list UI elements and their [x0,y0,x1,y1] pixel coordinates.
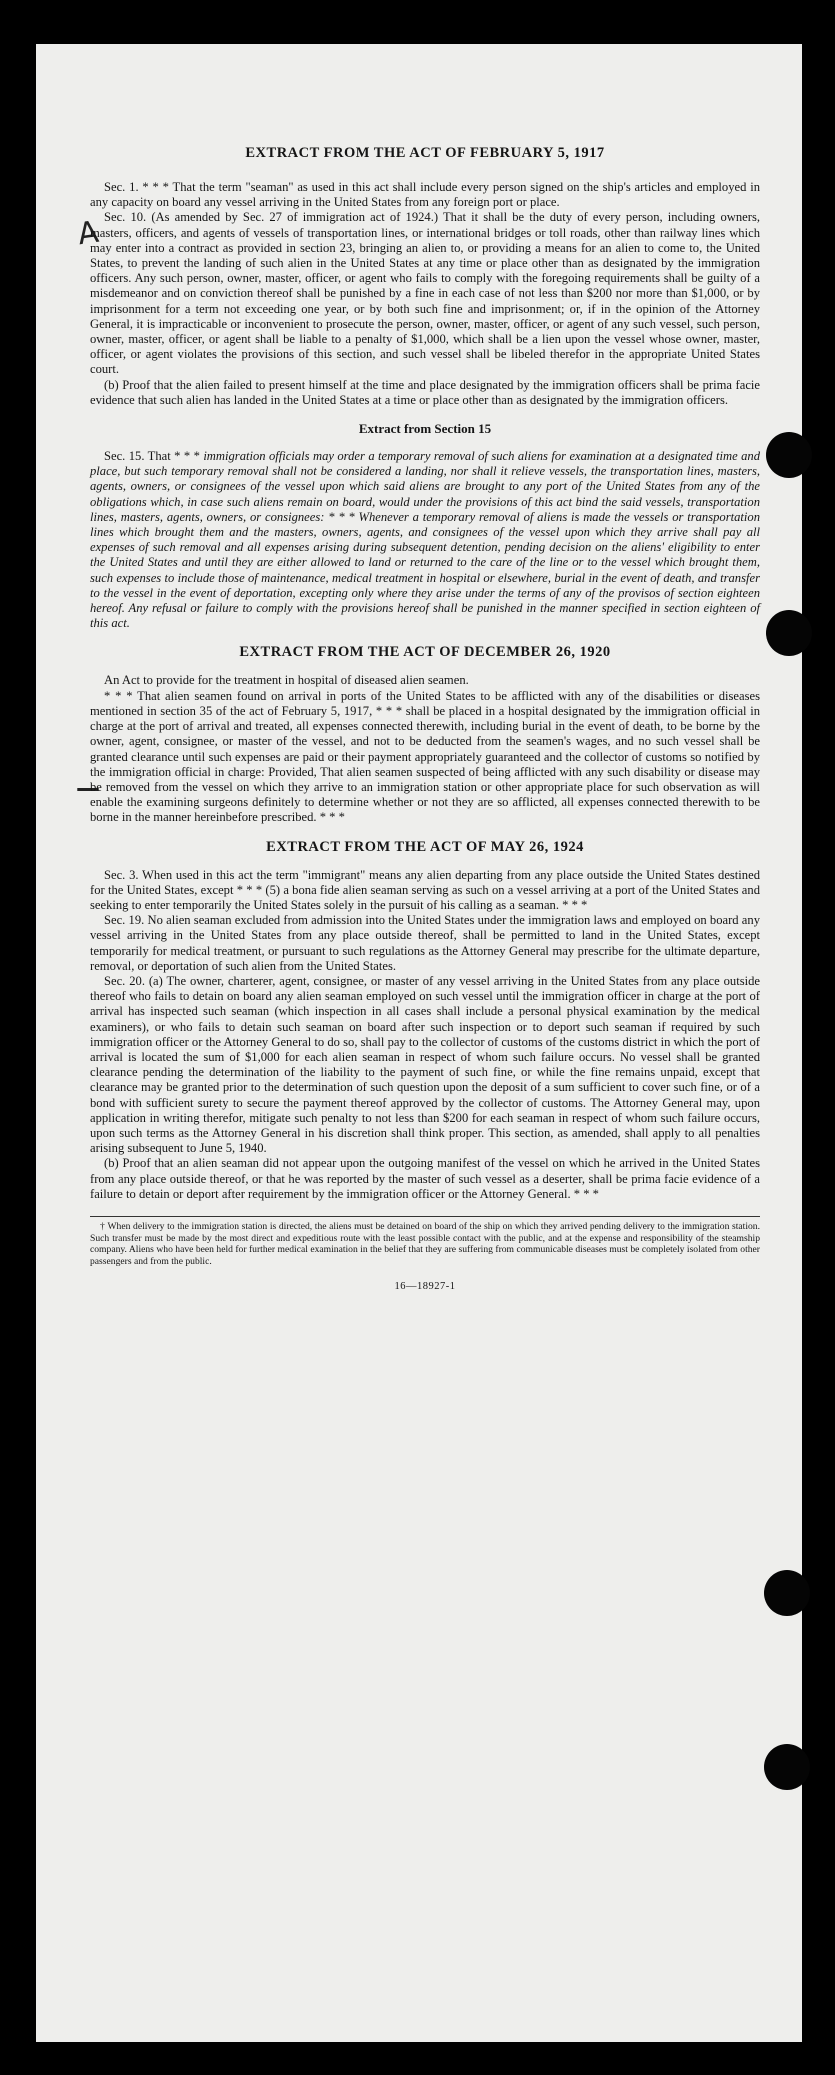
punch-hole-2 [766,610,812,656]
document-page [36,44,802,2042]
punch-hole-1 [766,432,812,478]
section-heading-1917: EXTRACT FROM THE ACT OF FEBRUARY 5, 1917 [245,145,605,161]
paragraph-sec-20b: (b) Proof that an alien seaman did not appear upon the outgoing manifest of the vessel on which he arrived in the United States from any place outside thereof, or that he was reported by the master of such vessel as a deserter, shall be prima facie evidence of a failure to detain or deport after requirement by the immigration officer or the Attorney General. * * * [90,1156,760,1201]
punch-hole-4 [764,1744,810,1790]
handwritten-dash-mark: — [76,774,100,802]
paragraph-sec-10b: (b) Proof that the alien failed to present himself at the time and place designated by the immigration officers shall be prima facie evidence that such alien has landed in the United States at a time or place other than as designated by the immigration officers. [90,377,760,407]
footnote-block [90,1221,760,1267]
paragraph-sec-15 [90,449,760,631]
paragraph-sec-19: Sec. 19. No alien seaman excluded from admission into the United States under the immigration laws and employed on board any vessel arriving in the United States from any place outside thereof, shall be permitted to land in the United States, except temporarily for medical treatment, or pursuant to such regulations as the Attorney General may prescribe for the ultimate departure, removal, or deportation of such alien from the United States. [90,913,760,973]
form-code: 16—18927-1 [394,1281,456,1293]
document-body [90,144,760,1292]
section-heading-1924: EXTRACT FROM THE ACT OF MAY 26, 1924 [266,838,584,855]
footnote-divider [90,1216,760,1217]
paragraph-sec-20a: Sec. 20. (a) The owner, charterer, agent, consignee, or master of any vessel arriving in the United States from any place outside thereof who fails to detain on board any alien seaman employed on such vessel until the immigration officer in charge at the port of arrival has inspected such seaman (which inspection in all cases shall include a personal physical examination by the medical examiners), or who fails to detain such seaman on board after such inspection or to deport such seaman if required by such immigration officer or the Attorney General to do so, shall pay to the collector of customs of the customs district in which the port of arrival is located the sum of $1,000 for each alien seaman in respect of whom such failure occurs. No vessel shall be granted clearance pending the determination of the liability to the payment of such fine, or while the fine remains unpaid, except that clearance may be granted prior to the determination of such question upon the deposit of a sum sufficient to cover such fine, or of a bond with sufficient surety to secure the payment thereof approved by the collector of customs. The Attorney General may, upon application in writing therefor, mitigate such penalty to not less than $200 for each seaman in respect of whom such failure occurs, upon such terms as the Attorney General in his discretion shall think proper. This section, as amended, shall apply to all penalties arising subsequent to June 5, 1940. [90,973,760,1156]
section-heading-sec15: Extract from Section 15 [358,421,492,437]
paragraph-act-title-1920: An Act to provide for the treatment in hospital of diseased alien seamen. [104,673,469,688]
paragraph-sec-3: Sec. 3. When used in this act the term "immigrant" means any alien departing from any place outside the United States destined for the United States, except * * * (5) a bona fide alien seaman serving as such on a vessel arriving at a port of the United States and seeking to enter temporarily the United States solely in the pursuit of his calling as a seaman. * * * [90,867,760,912]
section-heading-1920: EXTRACT FROM THE ACT OF DECEMBER 26, 1920 [239,644,611,661]
paragraph-hospital-treatment: * * * That alien seamen found on arrival in ports of the United States to be afflicted with any of the disabilities or diseases mentioned in section 35 of the act of February 5, 1917, * * * shall be placed in a hospital designated by the immigration official in charge at the port of arrival and treated, all expenses connected therewith, including burial in the event of death, to be borne by the owner, agent, consignee, or master of the vessel, and not to be deducted from the seamen's wages, and no such vessel shall be granted clearance until such expenses are paid or their payment appropriately guaranteed and the collector of customs so notified by the immigration official in charge: Provided, That alien seamen suspected of being afflicted with any such disability or disease may be removed from the vessel on which they arrive to an immigration station or other appropriate place for such observation as will enable the examining surgeons definitely to determine whether or not they are so afflicted, all expenses connected therewith to be borne in the manner hereinbefore prescribed. * * * [90,688,760,825]
paragraph-sec-10: Sec. 10. (As amended by Sec. 27 of immigration act of 1924.) That it shall be the duty of every person, including owners, masters, officers, and agents of vessels of transportation lines, or international bridges or toll roads, other than railway lines which may enter into a contract as provided in section 23, bringing an alien to, or providing a means for an alien to come to, the United States, to prevent the landing of such alien in the United States at any time or place other than as designated by the immigration officers. Any such person, owner, master, officer, or agent who fails to comply with the foregoing requirements shall be guilty of a misdemeanor and on conviction thereof shall be punished by a fine in each case of not less than $200 nor more than $1,000, or by imprisonment for a term not exceeding one year, or by both such fine and imprisonment; or, if in the opinion of the Attorney General, it is impracticable or inconvenient to prosecute the person, owner, master, officer, or agent of any such vessel, such person, owner, master, officer, or agent shall be liable to a penalty of $1,000, which shall be a lien upon the vessel whose owner, master, officer, or agent violates the provisions of this section, and such vessel shall be libeled therefor in the appropriate United States court. [90,210,760,377]
sec15-body: immigration officials may order a temporary removal of such aliens for examination at a designated time and place, but such temporary removal shall not be considered a landing, nor shall it relieve vessels, the transportation lines, masters, agents, owners, or consignees of the vessel upon which said aliens are brought to any port of the United States from any of the obligations which, in case such aliens remain on board, would under the provisions of this act bind the said vessels, transportation lines, masters, agents, owners, or consignees: * * * Whenever a temporary removal of aliens is made the vessels or transportation lines which brought them and the masters, owners, agents, and consignees of the vessel upon which they arrive shall pay all expenses of such removal and all expenses arising during subsequent detention, pending decision on the aliens' eligibility to enter the United States and until they are either allowed to land or returned to the care of the line or to the vessel which brought them, such expenses to include those of maintenance, medical treatment in hospital or elsewhere, burial in the event of death, and transfer to the vessel in the event of deportation, excepting only where they arise under the terms of any of the provisos of section eighteen hereof. Any refusal or failure to comply with the provisions hereof shall be punished in the manner specified in section eighteen of this act. [90,449,760,631]
sec15-lead: Sec. 15. That * * * [104,449,200,464]
handwritten-mark-a: A [75,214,101,253]
paragraph-sec-1: Sec. 1. * * * That the term "seaman" as used in this act shall include every person signed on the ship's articles and employed in any capacity on board any vessel arriving in the United States from any foreign port or place. [90,180,760,210]
punch-hole-3 [764,1570,810,1616]
footnote-text: † When delivery to the immigration station is directed, the aliens must be detained on board of the ship on which they arrived pending delivery to the immigration station. Such transfer must be made by the most direct and expeditious route with the least possible contact with the public, and at the expense and responsibility of the steamship company. Aliens who have been held for further medical examination in the belief that they are suffering from communicable diseases must be completely isolated from other passengers and from the public. [90,1220,760,1267]
